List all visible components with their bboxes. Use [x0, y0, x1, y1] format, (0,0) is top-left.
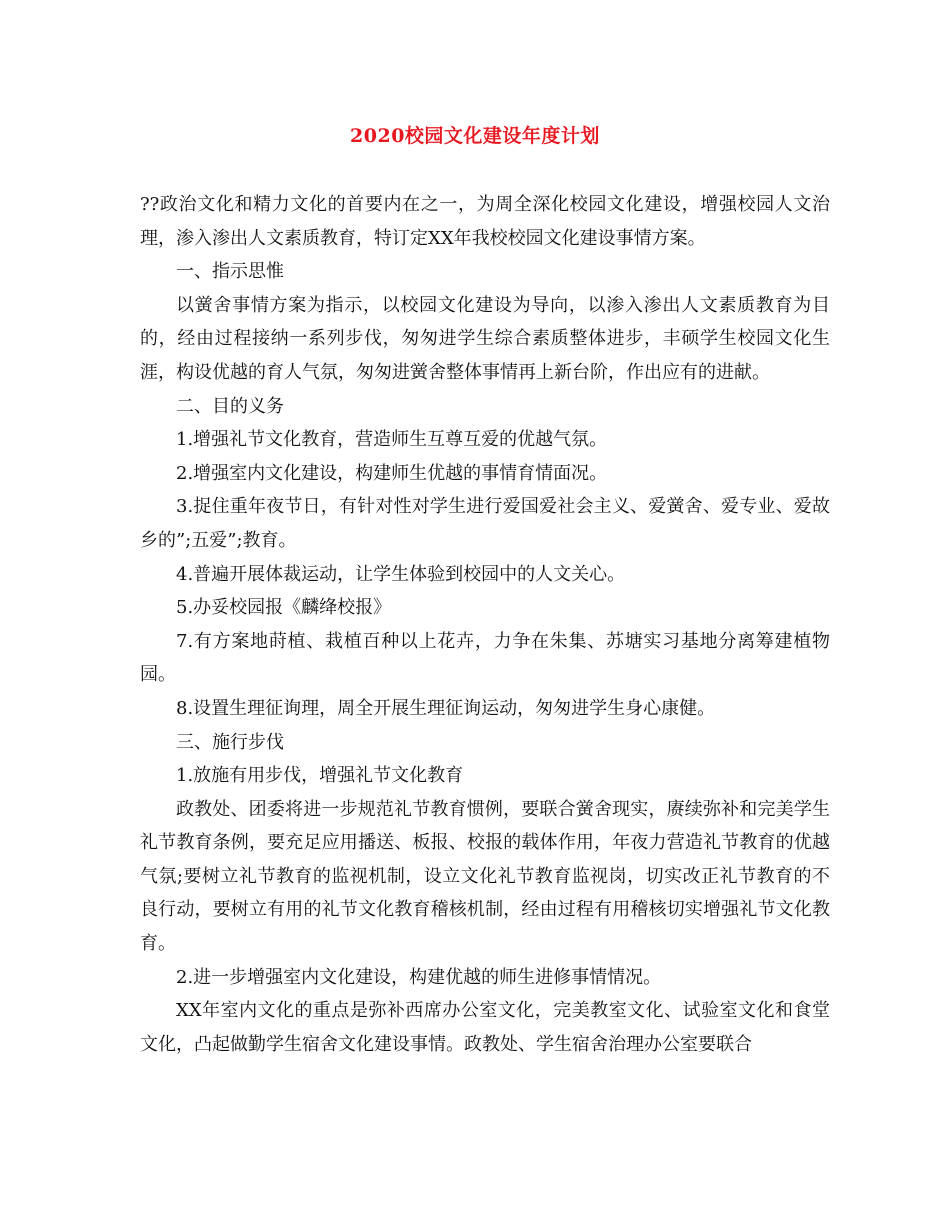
document-title: 2020校园文化建设年度计划 [350, 125, 600, 147]
section-heading-implementation: 三、施行步伐 [176, 731, 284, 753]
document-body [140, 188, 830, 1061]
implementation-step-1-heading: 1.放施有用步伐，增强礼节文化教育 [176, 765, 464, 787]
implementation-step-2-heading: 2.进一步增强室内文化建设，构建优越的师生进修事情情况。 [176, 966, 662, 988]
implementation-step-1-paragraph: 政教处、团委将进一步规范礼节教育惯例，要联合黉舍现实，赓续弥补和完美学生礼节教育条例，要充足应用播送、板报、校报的载体作用，年夜力营造礼节教育的优越气氛;要树立礼节教育的监视机制，设立文化礼节教育监视岗，切实改正礼节教育的不良行动，要树立有用的礼节文化教育稽核机制，经由过程有用稽核切实增强礼节文化教育。 [140, 798, 830, 955]
goal-item-2: 2.增强室内文化建设，构建师生优越的事情育情面况。 [176, 462, 608, 484]
goal-item-5: 5.办妥校园报《麟绛校报》 [176, 597, 392, 619]
section-heading-guiding-thought: 一、指示思惟 [176, 261, 284, 283]
goal-item-3: 3.捉住重年夜节日，有针对性对学生进行爱国爱社会主义、爱黉舍、爱专业、爱故乡的”;五爱”;教育。 [140, 496, 830, 551]
implementation-step-2-paragraph: XX年室内文化的重点是弥补西席办公室文化，完美教室文化、试验室文化和食堂文化，凸起做勤学生宿舍文化建设事情。政教处、学生宿舍治理办公室要联合 [140, 1000, 830, 1055]
goal-item-8: 8.设置生理征询理，周全开展生理征询运动，匆匆进学生身心康健。 [176, 697, 716, 719]
section-heading-goals: 二、目的义务 [176, 395, 284, 417]
guiding-thought-paragraph: 以黉舍事情方案为指示，以校园文化建设为导向，以渗入渗出人文素质教育为目的，经由过程接纳一系列步伐，匆匆进学生综合素质整体进步，丰硕学生校园文化生涯，构设优越的育人气氛，匆匆进黉舍整体事情再上新台阶，作出应有的进献。 [140, 294, 830, 383]
intro-paragraph: ??政治文化和精力文化的首要内在之一，为周全深化校园文化建设，增强校园人文治理，渗入渗出人文素质教育，特订定XX年我校校园文化建设事情方案。 [140, 194, 830, 249]
goal-item-1: 1.增强礼节文化教育，营造师生互尊互爱的优越气氛。 [176, 429, 608, 451]
goal-item-7: 7.有方案地莳植、栽植百种以上花卉，力争在朱集、苏塘实习基地分离筹建植物园。 [140, 630, 830, 686]
goal-item-4: 4.普遍开展体裁运动，让学生体验到校园中的人文关心。 [176, 563, 626, 585]
